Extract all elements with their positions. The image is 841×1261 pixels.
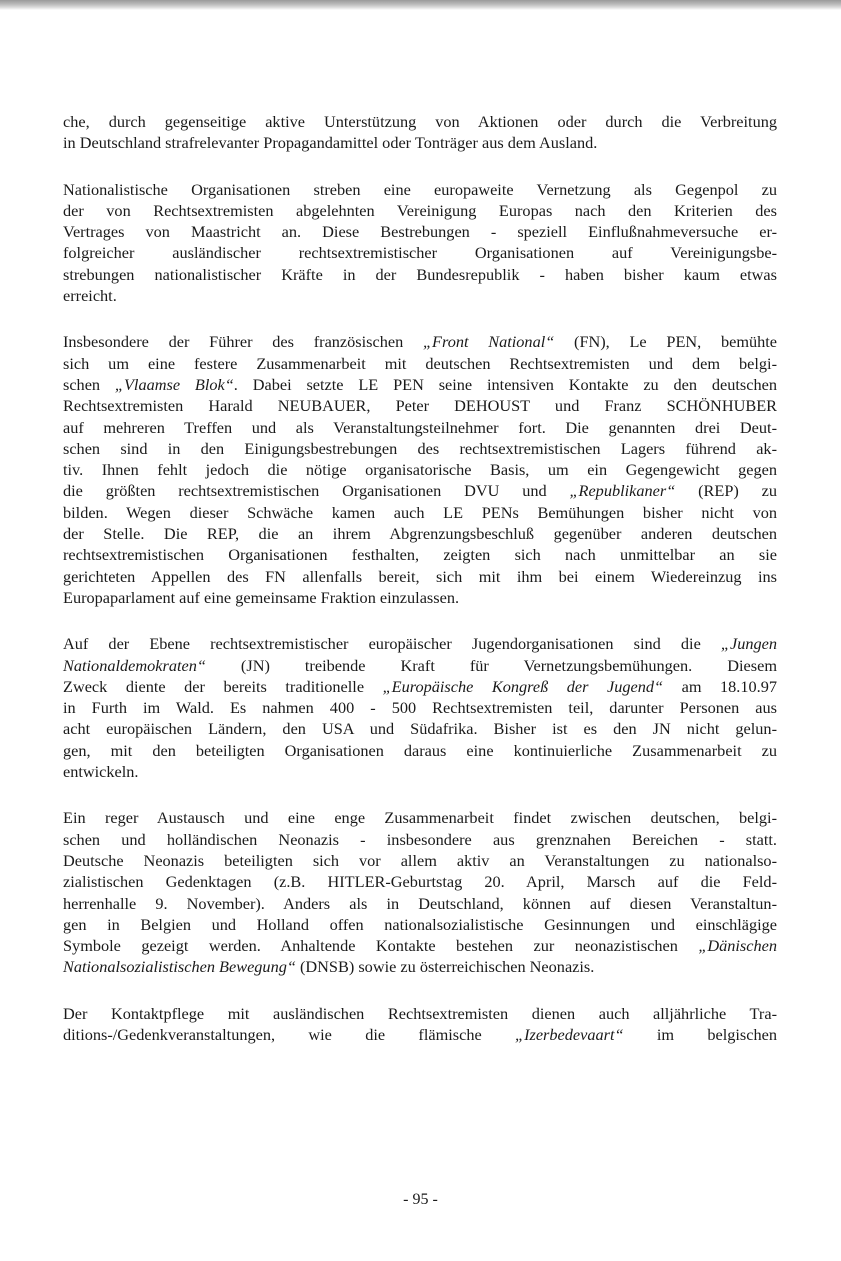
text-run: (DNSB) sowie zu österreichischen Neonazis. <box>295 957 595 977</box>
text-run: sich um eine festere Zusammenarbeit mit deutschen Rechtsextremisten und dem belgi- <box>63 353 777 373</box>
text-run: in Furth im Wald. Es nahmen 400 - 500 Rechtsextremisten teil, darunter Personen aus <box>63 698 777 718</box>
text-line <box>63 676 777 697</box>
text-line <box>63 914 777 935</box>
text-run: Rechtsextremisten Harald NEUBAUER, Peter DEHOUST und Franz SCHÖNHUBER <box>63 396 777 416</box>
text-run: schen <box>63 374 115 394</box>
text-run: auf mehreren Treffen und als Veranstaltungsteilnehmer fort. Die genannten drei Deut- <box>63 417 777 437</box>
text-run: Europaparlament auf eine gemeinsame Fraktion einzulassen. <box>63 587 460 607</box>
text-line <box>63 523 777 544</box>
text-line <box>63 807 777 828</box>
text-line <box>63 740 777 761</box>
paragraph-2 <box>63 179 777 307</box>
text-run: schen und holländischen Neonazis - insbesondere aus grenznahen Bereichen - statt. <box>63 829 777 849</box>
paragraph-1 <box>63 111 777 154</box>
text-run: gen in Belgien und Holland offen nationalsozialistische Gesinnungen und einschlägige <box>63 914 777 934</box>
italic-title: Nationaldemokraten“ <box>63 655 206 675</box>
text-run: in Deutschland strafrelevanter Propagandamittel oder Tonträger aus dem Ausland. <box>63 133 598 153</box>
text-run: . Dabei setzte LE PEN seine intensiven Kontakte zu den deutschen <box>233 374 777 394</box>
italic-title: „Izerbedevaart“ <box>515 1024 624 1044</box>
text-run: (REP) zu <box>675 481 777 501</box>
text-line <box>63 956 777 977</box>
text-run: die größten rechtsextremistischen Organisationen DVU und <box>63 481 570 501</box>
text-run: herrenhalle 9. November). Anders als in Deutschland, können auf diesen Veranstaltun- <box>63 893 777 913</box>
italic-title: „Europäische Kongreß der Jugend“ <box>382 676 664 696</box>
text-run: gerichteten Appellen des FN allenfalls bereit, sich mit ihm bei einem Wiedereinzug ins <box>63 566 777 586</box>
text-run: tiv. Ihnen fehlt jedoch die nötige organisatorische Basis, um ein Gegengewicht gegen <box>63 460 777 480</box>
text-run: rechtsextremistischen Organisationen festhalten, zeigten sich nach unmittelbar an sie <box>63 545 777 565</box>
text-line <box>63 374 777 395</box>
text-run: gen, mit den beteiligten Organisationen daraus eine kontinuierliche Zusammenarbeit zu <box>63 740 777 760</box>
paragraph-3 <box>63 331 777 608</box>
text-run: der von Rechtsextremisten abgelehnten Vereinigung Europas nach den Kriterien des <box>63 200 777 220</box>
text-line <box>63 331 777 352</box>
text-run: Der Kontaktpflege mit ausländischen Rechtsextremisten dienen auch alljährliche Tra- <box>63 1003 777 1023</box>
text-run: Nationalistische Organisationen streben eine europaweite Vernetzung als Gegenpol zu <box>63 179 777 199</box>
text-line <box>63 285 777 306</box>
text-run: strebungen nationalistischer Kräfte in der Bundesrepublik - haben bisher kaum etwas <box>63 264 777 284</box>
text-line <box>63 438 777 459</box>
text-line <box>63 221 777 242</box>
italic-title: Nationalsozialistischen Bewegung“ <box>63 957 296 977</box>
text-run: Auf der Ebene rechtsextremistischer europäischer Jugendorganisationen sind die <box>63 634 721 654</box>
text-line <box>63 132 777 153</box>
text-run: che, durch gegenseitige aktive Unterstützung von Aktionen oder durch die Verbreitung <box>63 112 777 131</box>
text-run: im belgischen <box>623 1024 777 1044</box>
text-run: Insbesondere der Führer des französischen <box>63 332 423 352</box>
text-line <box>63 893 777 914</box>
text-run: Zweck diente der bereits traditionelle <box>63 676 383 696</box>
text-line <box>63 633 777 654</box>
text-line <box>63 871 777 892</box>
text-line <box>63 697 777 718</box>
scan-edge-shadow <box>0 0 841 10</box>
paragraph-4 <box>63 633 777 782</box>
text-line <box>63 566 777 587</box>
text-run: zialistischen Gedenktagen (z.B. HITLER-Geburtstag 20. April, Marsch auf die Feld- <box>63 872 777 892</box>
paragraph-5 <box>63 807 777 977</box>
text-line <box>63 179 777 200</box>
text-run: bilden. Wegen dieser Schwäche kamen auch LE PENs Bemühungen bisher nicht von <box>63 502 777 522</box>
text-line <box>63 502 777 523</box>
text-line <box>63 718 777 739</box>
italic-title: „Republikaner“ <box>569 481 676 501</box>
text-run: Symbole gezeigt werden. Anhaltende Kontakte bestehen zur neonazistischen <box>63 936 699 956</box>
text-line <box>63 264 777 285</box>
text-line <box>63 353 777 374</box>
text-run: Ein reger Austausch und eine enge Zusammenarbeit findet zwischen deutschen, belgi- <box>63 808 777 828</box>
text-line <box>63 587 777 608</box>
text-run: acht europäischen Ländern, den USA und Südafrika. Bisher ist es den JN nicht gelun- <box>63 719 777 739</box>
text-run: entwickeln. <box>63 762 139 782</box>
paragraph-6 <box>63 1003 777 1046</box>
text-run: am 18.10.97 <box>663 676 777 696</box>
text-line <box>63 850 777 871</box>
text-line <box>63 1003 777 1024</box>
italic-title: „Front National“ <box>422 332 555 352</box>
page-number: - 95 - <box>403 1191 438 1208</box>
text-run: folgreicher ausländischer rechtsextremistischer Organisationen auf Vereinigungsbe- <box>63 243 777 263</box>
text-line <box>63 1024 777 1045</box>
text-line <box>63 935 777 956</box>
text-line <box>63 459 777 480</box>
italic-title: „Vlaamse Blok“ <box>114 374 234 394</box>
document-body <box>63 111 777 1070</box>
text-run: Deutsche Neonazis beteiligten sich vor allem aktiv an Veranstaltungen zu nationalso- <box>63 850 777 870</box>
text-run: erreicht. <box>63 286 117 306</box>
text-run: schen sind in den Einigungsbestrebungen des rechtsextremistischen Lagers führend ak- <box>63 438 777 458</box>
text-run: ditions-/Gedenkveranstaltungen, wie die flämische <box>63 1024 516 1044</box>
text-line <box>63 395 777 416</box>
text-line <box>63 242 777 263</box>
italic-title: „Dänischen <box>698 936 777 956</box>
text-line <box>63 829 777 850</box>
text-line <box>63 200 777 221</box>
italic-title: „Jungen <box>720 634 777 654</box>
text-line <box>63 480 777 501</box>
text-line <box>63 111 777 132</box>
text-line <box>63 417 777 438</box>
text-run: der Stelle. Die REP, die an ihrem Abgrenzungsbeschluß gegenüber anderen deutschen <box>63 524 777 544</box>
text-run: Vertrages von Maastricht an. Diese Bestrebungen - speziell Einflußnahmeversuche er- <box>63 222 777 242</box>
text-run: (FN), Le PEN, bemühte <box>554 332 778 352</box>
text-line <box>63 761 777 782</box>
text-line <box>63 544 777 565</box>
text-line <box>63 655 777 676</box>
text-run: (JN) treibende Kraft für Vernetzungsbemühungen. Diesem <box>205 655 777 675</box>
